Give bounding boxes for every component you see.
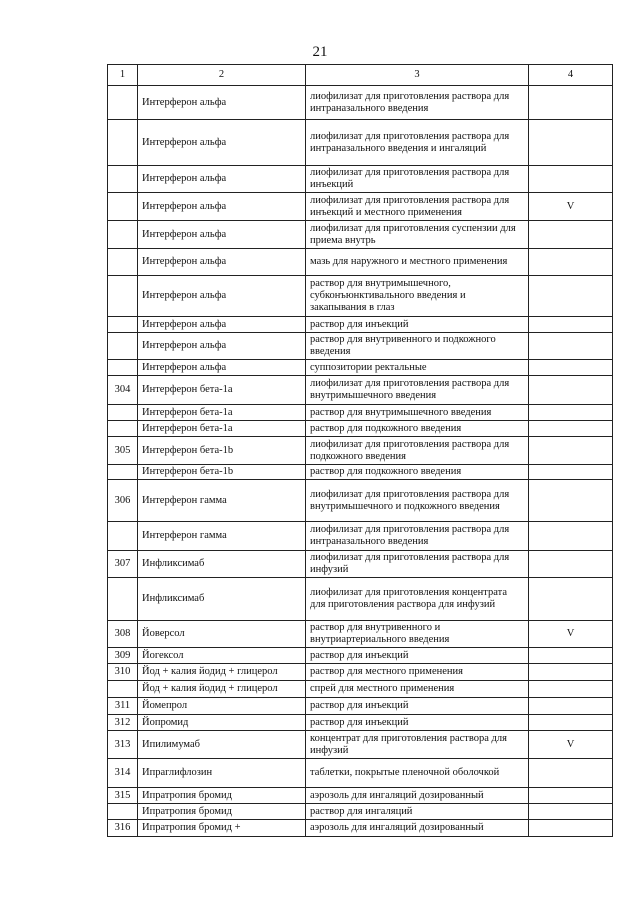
dosage-form-cell: раствор для местного применения xyxy=(306,664,529,681)
dosage-form-cell: раствор для подкожного введения xyxy=(306,421,529,437)
mark-cell xyxy=(529,276,613,317)
dosage-form-cell: мазь для наружного и местного применения xyxy=(306,249,529,276)
table-row xyxy=(108,317,613,333)
mark-cell xyxy=(529,120,613,166)
table-row xyxy=(108,249,613,276)
table-row xyxy=(108,788,613,804)
dosage-form-cell: спрей для местного применения xyxy=(306,681,529,698)
mark-cell xyxy=(529,437,613,465)
dosage-form-cell: лиофилизат для приготовления раствора для интраназального введения xyxy=(306,522,529,551)
dosage-form-cell: суппозитории ректальные xyxy=(306,360,529,376)
row-number-cell xyxy=(108,276,138,317)
drug-name-cell: Йоверсол xyxy=(138,621,306,648)
row-number-cell: 313 xyxy=(108,731,138,759)
drug-name-cell: Интерферон альфа xyxy=(138,166,306,193)
mark-cell xyxy=(529,820,613,837)
dosage-form-cell: лиофилизат для приготовления раствора для интраназального введения xyxy=(306,86,529,120)
dosage-form-cell: лиофилизат для приготовления раствора для внутримышечного и подкожного введения xyxy=(306,480,529,522)
dosage-form-cell: раствор для инъекций xyxy=(306,715,529,731)
table-row xyxy=(108,731,613,759)
column-header-mark: 4 xyxy=(529,65,613,86)
dosage-form-cell: лиофилизат для приготовления раствора для внутримышечного введения xyxy=(306,376,529,405)
drug-name-cell: Йод + калия йодид + глицерол xyxy=(138,681,306,698)
table-body xyxy=(108,86,613,837)
drug-name-cell: Интерферон бета-1a xyxy=(138,421,306,437)
table-row xyxy=(108,648,613,664)
dosage-form-cell: лиофилизат для приготовления раствора для инфузий xyxy=(306,551,529,578)
table-row xyxy=(108,120,613,166)
mark-cell xyxy=(529,480,613,522)
table-row xyxy=(108,578,613,621)
row-number-cell xyxy=(108,86,138,120)
drug-name-cell: Йогексол xyxy=(138,648,306,664)
row-number-cell xyxy=(108,166,138,193)
column-header-form: 3 xyxy=(306,65,529,86)
mark-cell xyxy=(529,788,613,804)
row-number-cell: 314 xyxy=(108,759,138,788)
row-number-cell xyxy=(108,221,138,249)
row-number-cell: 316 xyxy=(108,820,138,837)
drug-name-cell: Интерферон бета-1b xyxy=(138,465,306,480)
row-number-cell xyxy=(108,804,138,820)
mark-cell xyxy=(529,333,613,360)
row-number-cell xyxy=(108,465,138,480)
drug-name-cell: Интерферон альфа xyxy=(138,86,306,120)
table-row xyxy=(108,551,613,578)
table-row xyxy=(108,715,613,731)
page-number: 21 xyxy=(312,44,328,60)
mark-cell xyxy=(529,681,613,698)
mark-cell xyxy=(529,317,613,333)
table-header-row xyxy=(108,65,613,86)
row-number-cell xyxy=(108,578,138,621)
table-row xyxy=(108,465,613,480)
table-row xyxy=(108,522,613,551)
mark-cell: V xyxy=(529,731,613,759)
table-row xyxy=(108,193,613,221)
row-number-cell: 306 xyxy=(108,480,138,522)
dosage-form-cell: раствор для ингаляций xyxy=(306,804,529,820)
drug-name-cell: Йопромид xyxy=(138,715,306,731)
drug-table xyxy=(107,64,613,837)
dosage-form-cell: лиофилизат для приготовления раствора для интраназального введения и ингаляций xyxy=(306,120,529,166)
table-row xyxy=(108,421,613,437)
dosage-form-cell: раствор для внутривенного и подкожного введения xyxy=(306,333,529,360)
drug-name-cell: Интерферон альфа xyxy=(138,360,306,376)
drug-name-cell: Интерферон альфа xyxy=(138,276,306,317)
dosage-form-cell: раствор для инъекций xyxy=(306,648,529,664)
drug-name-cell: Интерферон альфа xyxy=(138,193,306,221)
mark-cell: V xyxy=(529,621,613,648)
drug-name-cell: Интерферон бета-1b xyxy=(138,437,306,465)
mark-cell: V xyxy=(529,193,613,221)
drug-name-cell: Интерферон альфа xyxy=(138,249,306,276)
table-row xyxy=(108,681,613,698)
mark-cell xyxy=(529,360,613,376)
table-row xyxy=(108,221,613,249)
drug-name-cell: Ипилимумаб xyxy=(138,731,306,759)
drug-name-cell: Интерферон альфа xyxy=(138,221,306,249)
dosage-form-cell: раствор для подкожного введения xyxy=(306,465,529,480)
dosage-form-cell: лиофилизат для приготовления концентрата для приготовления раствора для инфузий xyxy=(306,578,529,621)
row-number-cell: 315 xyxy=(108,788,138,804)
row-number-cell xyxy=(108,120,138,166)
mark-cell xyxy=(529,86,613,120)
row-number-cell xyxy=(108,522,138,551)
mark-cell xyxy=(529,759,613,788)
dosage-form-cell: лиофилизат для приготовления раствора для подкожного введения xyxy=(306,437,529,465)
mark-cell xyxy=(529,578,613,621)
mark-cell xyxy=(529,249,613,276)
row-number-cell xyxy=(108,317,138,333)
mark-cell xyxy=(529,698,613,715)
drug-name-cell: Ипраглифлозин xyxy=(138,759,306,788)
table-row xyxy=(108,276,613,317)
dosage-form-cell: концентрат для приготовления раствора для инфузий xyxy=(306,731,529,759)
drug-name-cell: Ипратропия бромид + xyxy=(138,820,306,837)
row-number-cell: 312 xyxy=(108,715,138,731)
row-number-cell xyxy=(108,193,138,221)
dosage-form-cell: раствор для инъекций xyxy=(306,317,529,333)
drug-name-cell: Йомепрол xyxy=(138,698,306,715)
table-row xyxy=(108,480,613,522)
table-row xyxy=(108,759,613,788)
dosage-form-cell: аэрозоль для ингаляций дозированный xyxy=(306,788,529,804)
drug-name-cell: Интерферон альфа xyxy=(138,317,306,333)
dosage-form-cell: раствор для внутривенного и внутриартериального введения xyxy=(306,621,529,648)
row-number-cell xyxy=(108,249,138,276)
drug-name-cell: Интерферон альфа xyxy=(138,333,306,360)
row-number-cell xyxy=(108,360,138,376)
drug-name-cell: Интерферон бета-1a xyxy=(138,405,306,421)
mark-cell xyxy=(529,376,613,405)
row-number-cell: 305 xyxy=(108,437,138,465)
mark-cell xyxy=(529,715,613,731)
dosage-form-cell: раствор для внутримышечного введения xyxy=(306,405,529,421)
row-number-cell: 307 xyxy=(108,551,138,578)
table-row xyxy=(108,333,613,360)
table-row xyxy=(108,405,613,421)
mark-cell xyxy=(529,221,613,249)
row-number-cell: 304 xyxy=(108,376,138,405)
mark-cell xyxy=(529,804,613,820)
drug-name-cell: Инфликсимаб xyxy=(138,551,306,578)
drug-name-cell: Интерферон гамма xyxy=(138,480,306,522)
table-row xyxy=(108,804,613,820)
row-number-cell: 308 xyxy=(108,621,138,648)
table-row xyxy=(108,698,613,715)
column-header-number: 1 xyxy=(108,65,138,86)
dosage-form-cell: лиофилизат для приготовления суспензии для приема внутрь xyxy=(306,221,529,249)
drug-name-cell: Инфликсимаб xyxy=(138,578,306,621)
drug-name-cell: Йод + калия йодид + глицерол xyxy=(138,664,306,681)
dosage-form-cell: раствор для инъекций xyxy=(306,698,529,715)
row-number-cell xyxy=(108,421,138,437)
table-row xyxy=(108,166,613,193)
mark-cell xyxy=(529,465,613,480)
table-row xyxy=(108,376,613,405)
mark-cell xyxy=(529,405,613,421)
table-row xyxy=(108,86,613,120)
dosage-form-cell: таблетки, покрытые пленочной оболочкой xyxy=(306,759,529,788)
drug-name-cell: Интерферон альфа xyxy=(138,120,306,166)
dosage-form-cell: лиофилизат для приготовления раствора для инъекций xyxy=(306,166,529,193)
drug-name-cell: Ипратропия бромид xyxy=(138,804,306,820)
row-number-cell: 310 xyxy=(108,664,138,681)
mark-cell xyxy=(529,522,613,551)
dosage-form-cell: аэрозоль для ингаляций дозированный xyxy=(306,820,529,837)
dosage-form-cell: лиофилизат для приготовления раствора для инъекций и местного применения xyxy=(306,193,529,221)
mark-cell xyxy=(529,166,613,193)
drug-name-cell: Ипратропия бромид xyxy=(138,788,306,804)
row-number-cell: 309 xyxy=(108,648,138,664)
table-row xyxy=(108,437,613,465)
drug-name-cell: Интерферон бета-1a xyxy=(138,376,306,405)
row-number-cell xyxy=(108,681,138,698)
mark-cell xyxy=(529,664,613,681)
mark-cell xyxy=(529,421,613,437)
table-row xyxy=(108,621,613,648)
mark-cell xyxy=(529,648,613,664)
table-row xyxy=(108,664,613,681)
table-row xyxy=(108,360,613,376)
dosage-form-cell: раствор для внутримышечного, субконъюнктивального введения и закапывания в глаз xyxy=(306,276,529,317)
row-number-cell: 311 xyxy=(108,698,138,715)
table-row xyxy=(108,820,613,837)
row-number-cell xyxy=(108,405,138,421)
row-number-cell xyxy=(108,333,138,360)
mark-cell xyxy=(529,551,613,578)
column-header-name: 2 xyxy=(138,65,306,86)
drug-name-cell: Интерферон гамма xyxy=(138,522,306,551)
